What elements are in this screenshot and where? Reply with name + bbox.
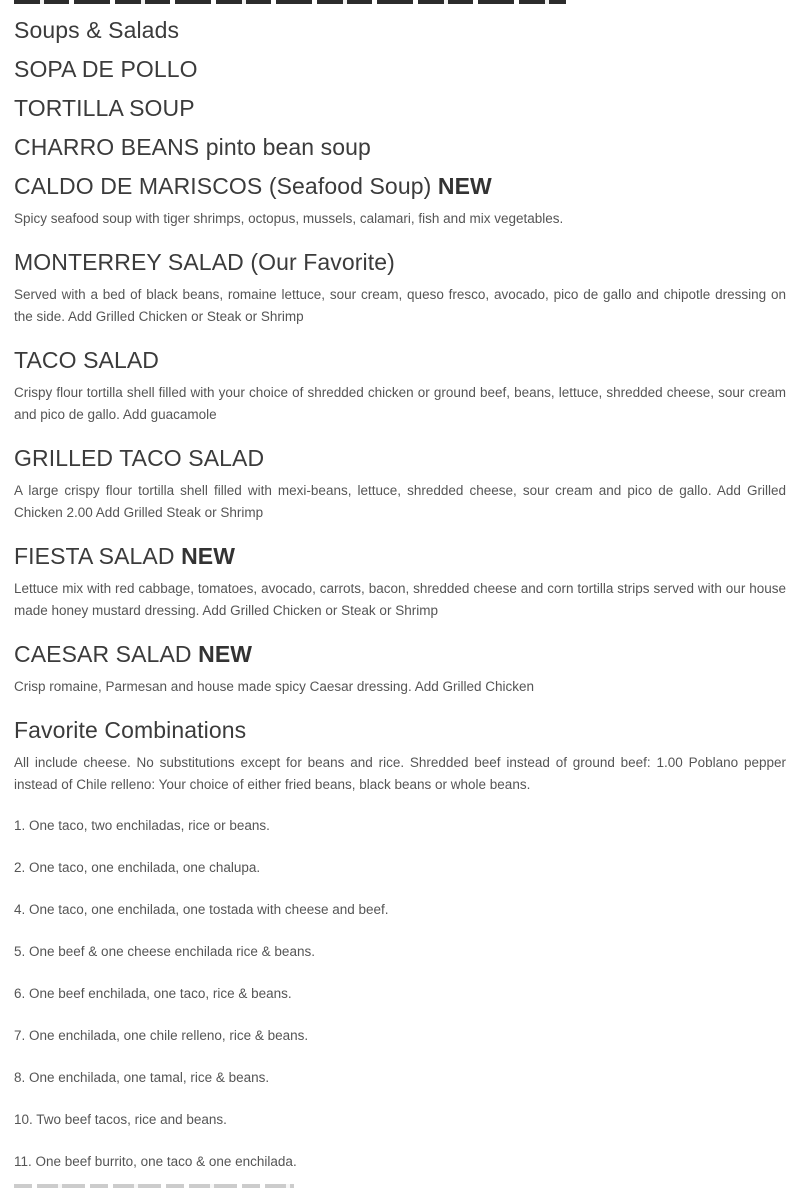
menu-item-title-sopa-de-pollo: SOPA DE POLLO (14, 56, 198, 82)
menu-item-description: Lettuce mix with red cabbage, tomatoes, avocado, carrots, bacon, shredded cheese and corn tortilla strips served with our house made honey mustard dressing. Add Grilled Chicken or Steak or Shrimp (14, 581, 786, 618)
menu-item-title-fiesta-salad (14, 543, 786, 569)
menu-page (0, 4, 800, 1190)
menu-item-title-grilled-taco-salad: GRILLED TACO SALAD (14, 445, 265, 471)
combo-item-11: 11. One beef burrito, one taco & one enchilada. (14, 1154, 297, 1169)
menu-item-title-charro-beans: CHARRO BEANS pinto bean soup (14, 134, 371, 160)
combo-item-6: 6. One beef enchilada, one taco, rice & beans. (14, 986, 292, 1001)
section-heading-favorite-combinations: Favorite Combinations (14, 717, 247, 743)
menu-item-description: Crispy flour tortilla shell filled with your choice of shredded chicken or ground beef, beans, lettuce, shredded cheese, sour cream and pico de gallo. Add guacamole (14, 385, 786, 422)
section-heading-soups-salads: Soups & Salads (14, 17, 180, 43)
combo-item-7: 7. One enchilada, one chile relleno, rice & beans. (14, 1028, 309, 1043)
new-badge: NEW (181, 543, 236, 569)
combo-item-5: 5. One beef & one cheese enchilada rice & beans. (14, 944, 315, 959)
combo-item-2: 2. One taco, one enchilada, one chalupa. (14, 860, 261, 875)
menu-item-title-taco-salad: TACO SALAD (14, 347, 159, 373)
menu-item-description: A large crispy flour tortilla shell filled with mexi-beans, lettuce, shredded cheese, sour cream and pico de gallo. Add Grilled Chicken 2.00 Add Grilled Steak or Shrimp (14, 483, 786, 520)
new-badge: NEW (198, 641, 253, 667)
menu-item-title-monterrey-salad: MONTERREY SALAD (Our Favorite) (14, 249, 395, 275)
menu-item-title-tortilla-soup: TORTILLA SOUP (14, 95, 195, 121)
menu-item-title-caldo-de-mariscos (14, 173, 786, 199)
new-badge: NEW (437, 173, 492, 199)
section-intro-text: All include cheese. No substitutions except for beans and rice. Shredded beef instead of ground beef: 1.00 Poblano pepper instead of Chile relleno: Your choice of either fried beans, black beans or whole beans. (14, 755, 786, 792)
clipped-text-bottom (14, 1184, 294, 1188)
menu-item-description: Served with a bed of black beans, romaine lettuce, sour cream, queso fresco, avocado, pico de gallo and chipotle dressing on the side. Add Grilled Chicken or Steak or Shrimp (14, 287, 786, 324)
menu-item-description: Crisp romaine, Parmesan and house made spicy Caesar dressing. Add Grilled Chicken (14, 679, 535, 694)
combo-item-4: 4. One taco, one enchilada, one tostada with cheese and beef. (14, 902, 389, 917)
combo-item-1: 1. One taco, two enchiladas, rice or beans. (14, 818, 270, 833)
menu-item-title-text: FIESTA SALAD (14, 543, 175, 569)
menu-item-title-caesar-salad (14, 641, 786, 667)
menu-item-title-text: CAESAR SALAD (14, 641, 192, 667)
combo-item-8: 8. One enchilada, one tamal, rice & beans. (14, 1070, 270, 1085)
menu-item-title-text: CALDO DE MARISCOS (Seafood Soup) (14, 173, 432, 199)
menu-item-description: Spicy seafood soup with tiger shrimps, octopus, mussels, calamari, fish and mix vegetables. (14, 211, 564, 226)
combo-item-10: 10. Two beef tacos, rice and beans. (14, 1112, 227, 1127)
